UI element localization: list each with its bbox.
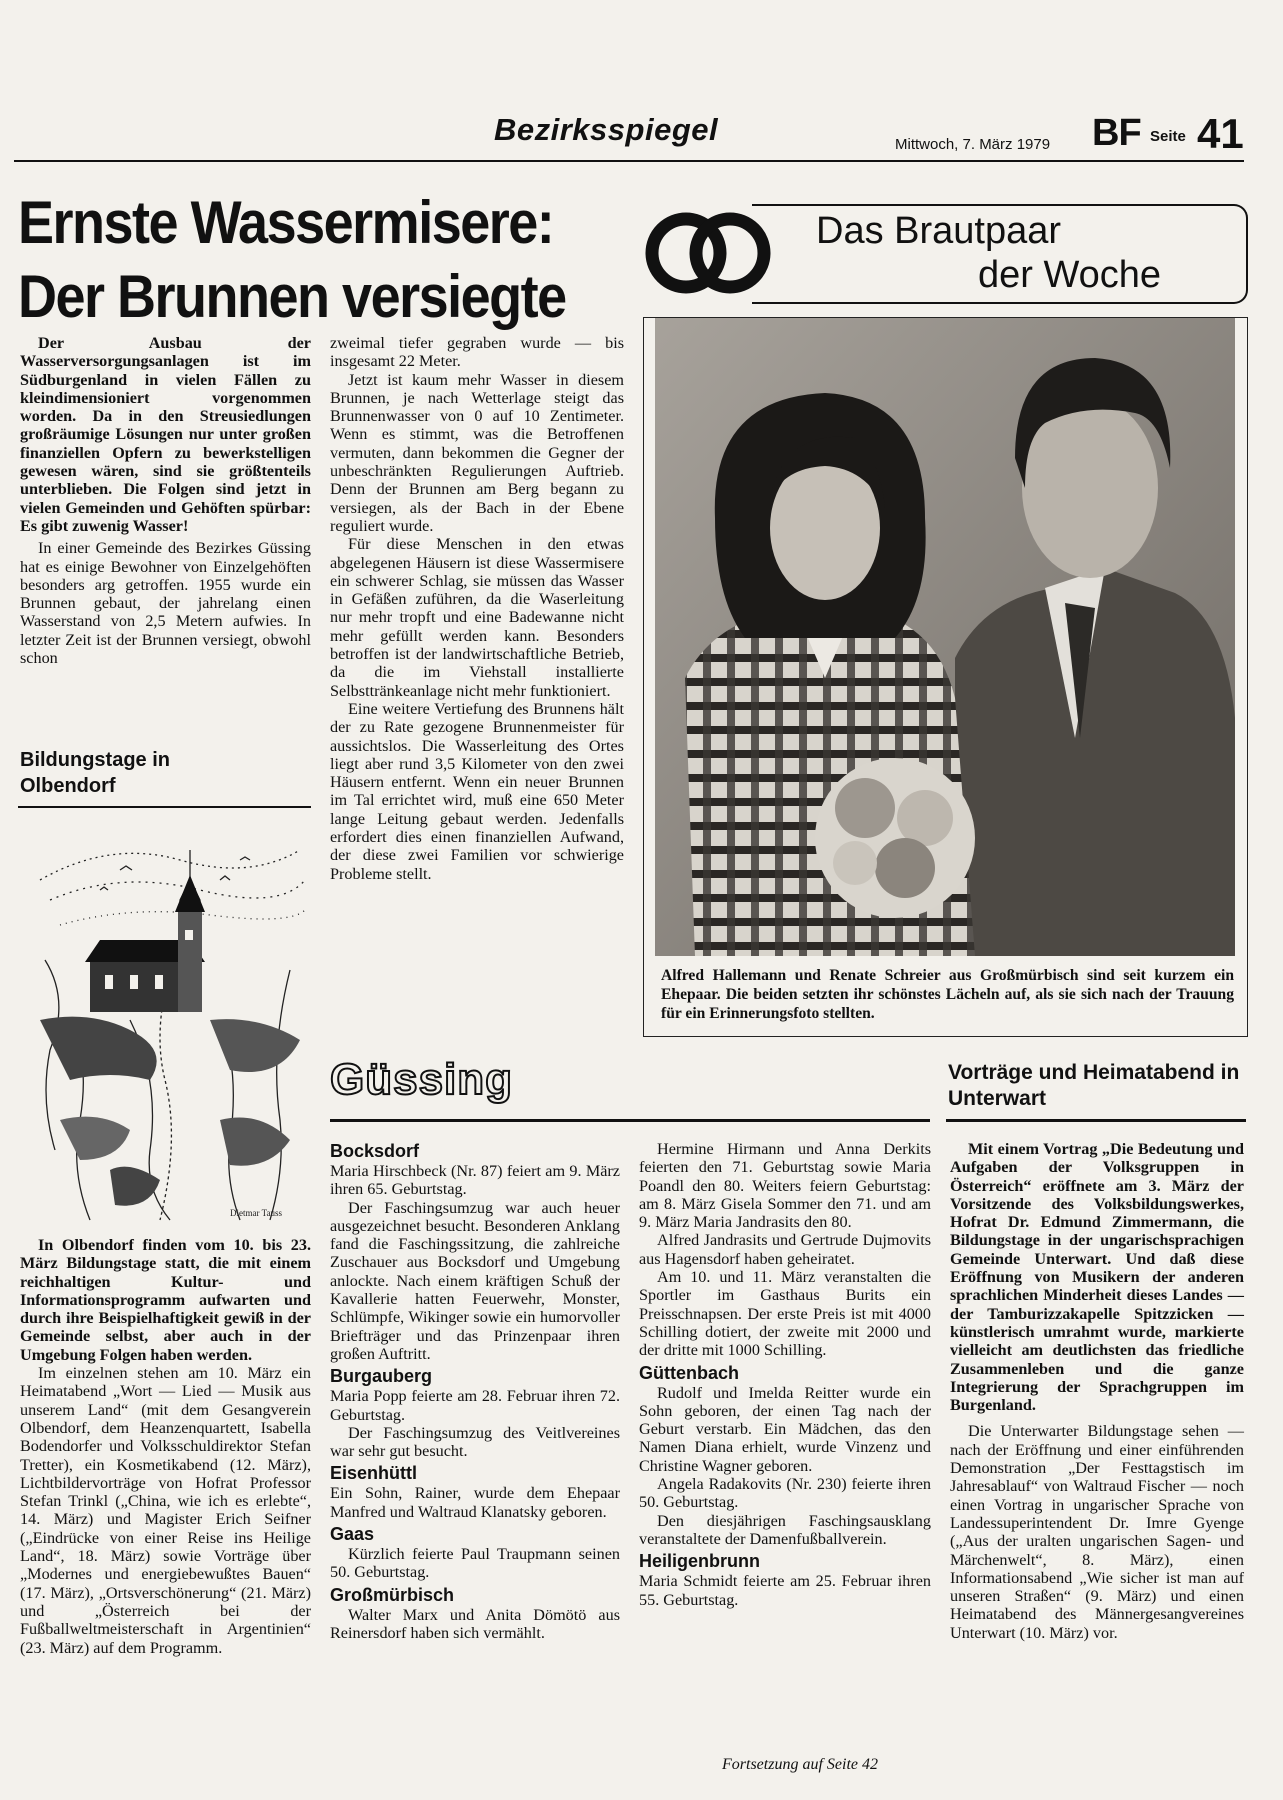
news-paragraph: Am 10. und 11. März veranstalten die Sportler im Gasthaus Burits ein Preisschnapsen. Der erste Preis ist mit 4000 Schilling dotiert, der zweite mit 2000 und der dritte mit 1000 Schilling. xyxy=(639,1268,931,1360)
news-paragraph: Angela Radakovits (Nr. 230) feierte ihren 50. Geburtstag. xyxy=(639,1475,931,1512)
water-paragraph: Eine weitere Vertiefung des Brunnens hält der zu Rate gezogene Brunnenmeister für aussichtslos. Die Wasserleitung des Ortes liegt aber rund 3,5 Kilometer von den zwei Häusern entfernt. Wenn ein neuer Brunnen im Tal errichtet wird, muß eine 650 Meter lange Leitung gebaut werden. Jedenfalls erfordert dies einen finanziellen Aufwand, der diese zwei Familien vor schwierige Probleme stellt. xyxy=(330,699,624,883)
vortraege-lead: Mit einem Vortrag „Die Bedeutung und Aufgaben der Volksgruppen in Österreich“ eröffnete am 3. März der Vorsitzende des Volksbildungswerkes, Hofrat Dr. Edmund Zimmermann, die Bildungstage in der ungarischsprachigen Gemeinde Unterwart. Und daß diese Eröffnung von Musikern der anderen sprachlichen Minderheit dieses Landes — der Tamburizzakapelle Spitzzicken — künstlerisch umrahmt wurde, markierte vielleicht am deutlichsten das friedliche Zusammenleben und die ganze Integrierung der Sprachgruppen im Burgenland. xyxy=(950,1140,1244,1415)
news-paragraph: Maria Hirschbeck (Nr. 87) feiert am 9. März ihren 65. Geburtstag. xyxy=(330,1162,620,1199)
news-paragraph: Kürzlich feierte Paul Traupmann seinen 50. Geburtstag. xyxy=(330,1545,620,1582)
guessing-col2 xyxy=(639,1140,931,1609)
vortraege-rule xyxy=(946,1119,1246,1122)
place-heading: Eisenhüttl xyxy=(330,1463,418,1484)
place-heading: Gaas xyxy=(330,1524,375,1545)
news-paragraph: Maria Schmidt feierte am 25. Februar ihren 55. Geburtstag. xyxy=(639,1572,931,1609)
water-paragraph: Für diese Menschen in den etwas abgelegenen Häusern ist diese Wassermisere ein schwerer Schlag, sie müssen das Wasser in Gefäßen zuführen, da die Waserleitung nur mehr tropft und eine Badewanne nicht mehr gefüllt werden kann. Besonders betroffen ist der landwirtschaftliche Betrieb, da die im Viehstall installierte Selbsttränkeanlage nicht mehr funktioniert. xyxy=(330,535,624,700)
news-paragraph: Maria Popp feierte am 28. Februar ihren 72. Geburtstag. xyxy=(330,1387,620,1424)
page-number: 41 xyxy=(1197,110,1244,157)
news-paragraph: Ein Sohn, Rainer, wurde dem Ehepaar Manfred und Waltraud Klanatsky geboren. xyxy=(330,1484,620,1521)
water-article-col1 xyxy=(20,334,311,667)
place-heading: Burgauberg xyxy=(330,1366,433,1387)
news-paragraph: Rudolf und Imelda Reitter wurde ein Sohn geboren, der einen Tag nach der Geburt verstarb. Ein Mädchen, das den Namen Diana erhielt, wurde Vinzenz und Christine Wagner geboren. xyxy=(639,1383,931,1475)
news-paragraph: Hermine Hirmann und Anna Derkits feierten den 71. Geburtstag sowie Maria Poandl den 80. Weiters feiern Geburtstag: am 8. März Gisela Sommer den 71. und am 9. März Maria Jandrasits den 80. xyxy=(639,1140,931,1232)
headline-line-1: Ernste Wassermisere: xyxy=(18,189,554,257)
news-paragraph: Der Faschingsumzug des Veitlvereines war sehr gut besucht. xyxy=(330,1423,620,1461)
continuation-note: Fortsetzung auf Seite 42 xyxy=(722,1756,878,1773)
news-paragraph: Den diesjährigen Faschingsausklang veranstaltete der Damenfußballverein. xyxy=(639,1511,931,1548)
news-paragraph: Alfred Jandrasits und Gertrude Dujmovits aus Hagensdorf haben geheiratet. xyxy=(639,1231,931,1268)
masthead-rule xyxy=(14,160,1244,162)
brautpaar-banner-line2: der Woche xyxy=(978,254,1162,296)
main-headline xyxy=(18,186,628,334)
news-paragraph: Der Faschingsumzug war auch heuer ausgezeichnet besucht. Besonderen Anklang fand die Faschingssitzung, die zahlreiche Zuschauer aus Bocksdorf und Umgebung anlockte. Nach einem kräftigen Schuß der Kavallerie hatten Feuerwehr, Monster, Schlümpfe, Wikinger sowie ein humorvoller Briefträger und das Prinzenpaar ihren großen Auftritt. xyxy=(330,1198,620,1363)
water-paragraph: zweimal tiefer gegraben wurde — bis insgesamt 22 Meter. xyxy=(330,334,624,371)
place-heading: Großmürbisch xyxy=(330,1584,455,1605)
water-paragraph: Jetzt ist kaum mehr Wasser in diesem Brunnen, je nach Wetterlage steigt das Brunnenwasser von 0 auf 10 Zentimeter. Wenn es stimmt, was die Betroffenen vermuten, dann bekommen die Gegner der unbeschränkten Regulierungen Auftrieb. Denn der Brunnen am Berg begann zu versiegen, als der Bach in der Ebene reguliert wurde. xyxy=(330,370,624,535)
headline-line-2: Der Brunnen versiegte xyxy=(18,263,566,331)
bildung-rule xyxy=(18,806,311,808)
bildung-article xyxy=(20,1236,311,1657)
couple-photo xyxy=(655,318,1235,956)
water-article-col2 xyxy=(330,334,624,883)
water-paragraph: In einer Gemeinde des Bezirkes Güssing hat es einige Bewohner von Einzelgehöften besonders arg getroffen. 1955 wurde ein Brunnen gebaut, der jahrelang einen Wasserstand von 2,5 Metern aufwies. In letzter Zeit ist der Brunnen versiegt, obwohl schon xyxy=(20,539,311,668)
place-heading: Güttenbach xyxy=(639,1362,740,1383)
page-label: Seite xyxy=(1150,128,1186,145)
photo-caption: Alfred Hallemann und Renate Schreier aus Großmürbisch sind seit kurzem ein Ehepaar. Die beiden setzten ihr schönstes Lächeln auf, als sie sich nach der Trauung für ein Erinnerungsfoto stellten. xyxy=(661,967,1234,1022)
news-paragraph: Walter Marx und Anita Dömötö aus Reinersdorf haben sich vermählt. xyxy=(330,1605,620,1642)
guessing-col1 xyxy=(330,1138,620,1642)
vortraege-headline: Vorträge und Heimatabend in Unterwart xyxy=(948,1061,1240,1110)
illustration-signature: Dietmar Tauss xyxy=(230,1208,282,1218)
place-heading: Bocksdorf xyxy=(330,1141,420,1161)
bildung-headline: Bildungstage in Olbendorf xyxy=(20,749,170,797)
church-illustration xyxy=(30,820,312,1222)
brautpaar-banner-line1: Das Brautpaar xyxy=(816,210,1062,252)
guessing-logo: Güssing xyxy=(330,1055,514,1104)
water-lead: Der Ausbau der Wasserversorgungsanlagen ist im Südburgenland in vielen Fällen zu kleindimensioniert vorgenommen worden. Da in den Streusiedlungen großräumige Lösungen nur unter großen finanziellen Opfern zu bewerkstelligen gewesen wären, sind sie größtenteils unterblieben. Die Folgen sind jetzt in vielen Gemeinden und Gehöften spürbar: Es gibt zuwenig Wasser! xyxy=(20,334,311,535)
bildung-lead: In Olbendorf finden vom 10. bis 23. März Bildungstage statt, die mit einem reichhaltigen Kultur- und Informationsprogramm aufwarten und durch ihre Beispielhaftigkeit gewiß in der Gemeinde selbst, aber auch in der Umgebung Folgen haben werden. xyxy=(20,1236,311,1364)
section-title: Bezirksspiegel xyxy=(494,112,719,147)
vortraege-article xyxy=(950,1140,1244,1642)
place-heading: Heiligenbrunn xyxy=(639,1551,760,1572)
guessing-rule xyxy=(330,1119,930,1122)
issue-date: Mittwoch, 7. März 1979 xyxy=(895,136,1051,153)
vortraege-paragraph: Die Unterwarter Bildungstage sehen — nach der Eröffnung und einer einführenden Demonstration „Der Festtagstisch im Jahresablauf“ von Waltraud Fischer — noch einen Vortrag in ungarischer Sprache von Landessuperintendent Dr. Imre Gyenge („Aus der uralten ungarischen Sagen- und Märchenwelt“, 8. März), einen Informationsabend „Wie sicher ist man auf unseren Straßen“ (9. März) und einen Heimatabend des Männergesangvereines Unterwart (10. März) vor. xyxy=(950,1422,1244,1642)
paper-logo: BF xyxy=(1092,112,1141,154)
bildung-paragraph: Im einzelnen stehen am 10. März ein Heimatabend „Wort — Lied — Musik aus unserem Land“ (mit dem Gesangverein Olbendorf, dem Heanzenquartett, Isabella Bodendorfer und Volksschuldirektor Stefan Tretter), ein Kosmetikabend (12. März), Lichtbildervorträge von Hofrat Professor Stefan Trinkl („China, wie ich es erlebte“, 14. März) und Magister Erich Seifner („Eindrücke von einer Reise ins Heilige Land“, 18. März) sowie Vorträge über „Modernes und energiebewußtes Bauen“ (17. März), „Ortsverschönerung“ (21. März) und „Österreich bei der Fußballweltmeisterschaft in Argentinien“ (23. März) auf dem Programm. xyxy=(20,1364,311,1657)
